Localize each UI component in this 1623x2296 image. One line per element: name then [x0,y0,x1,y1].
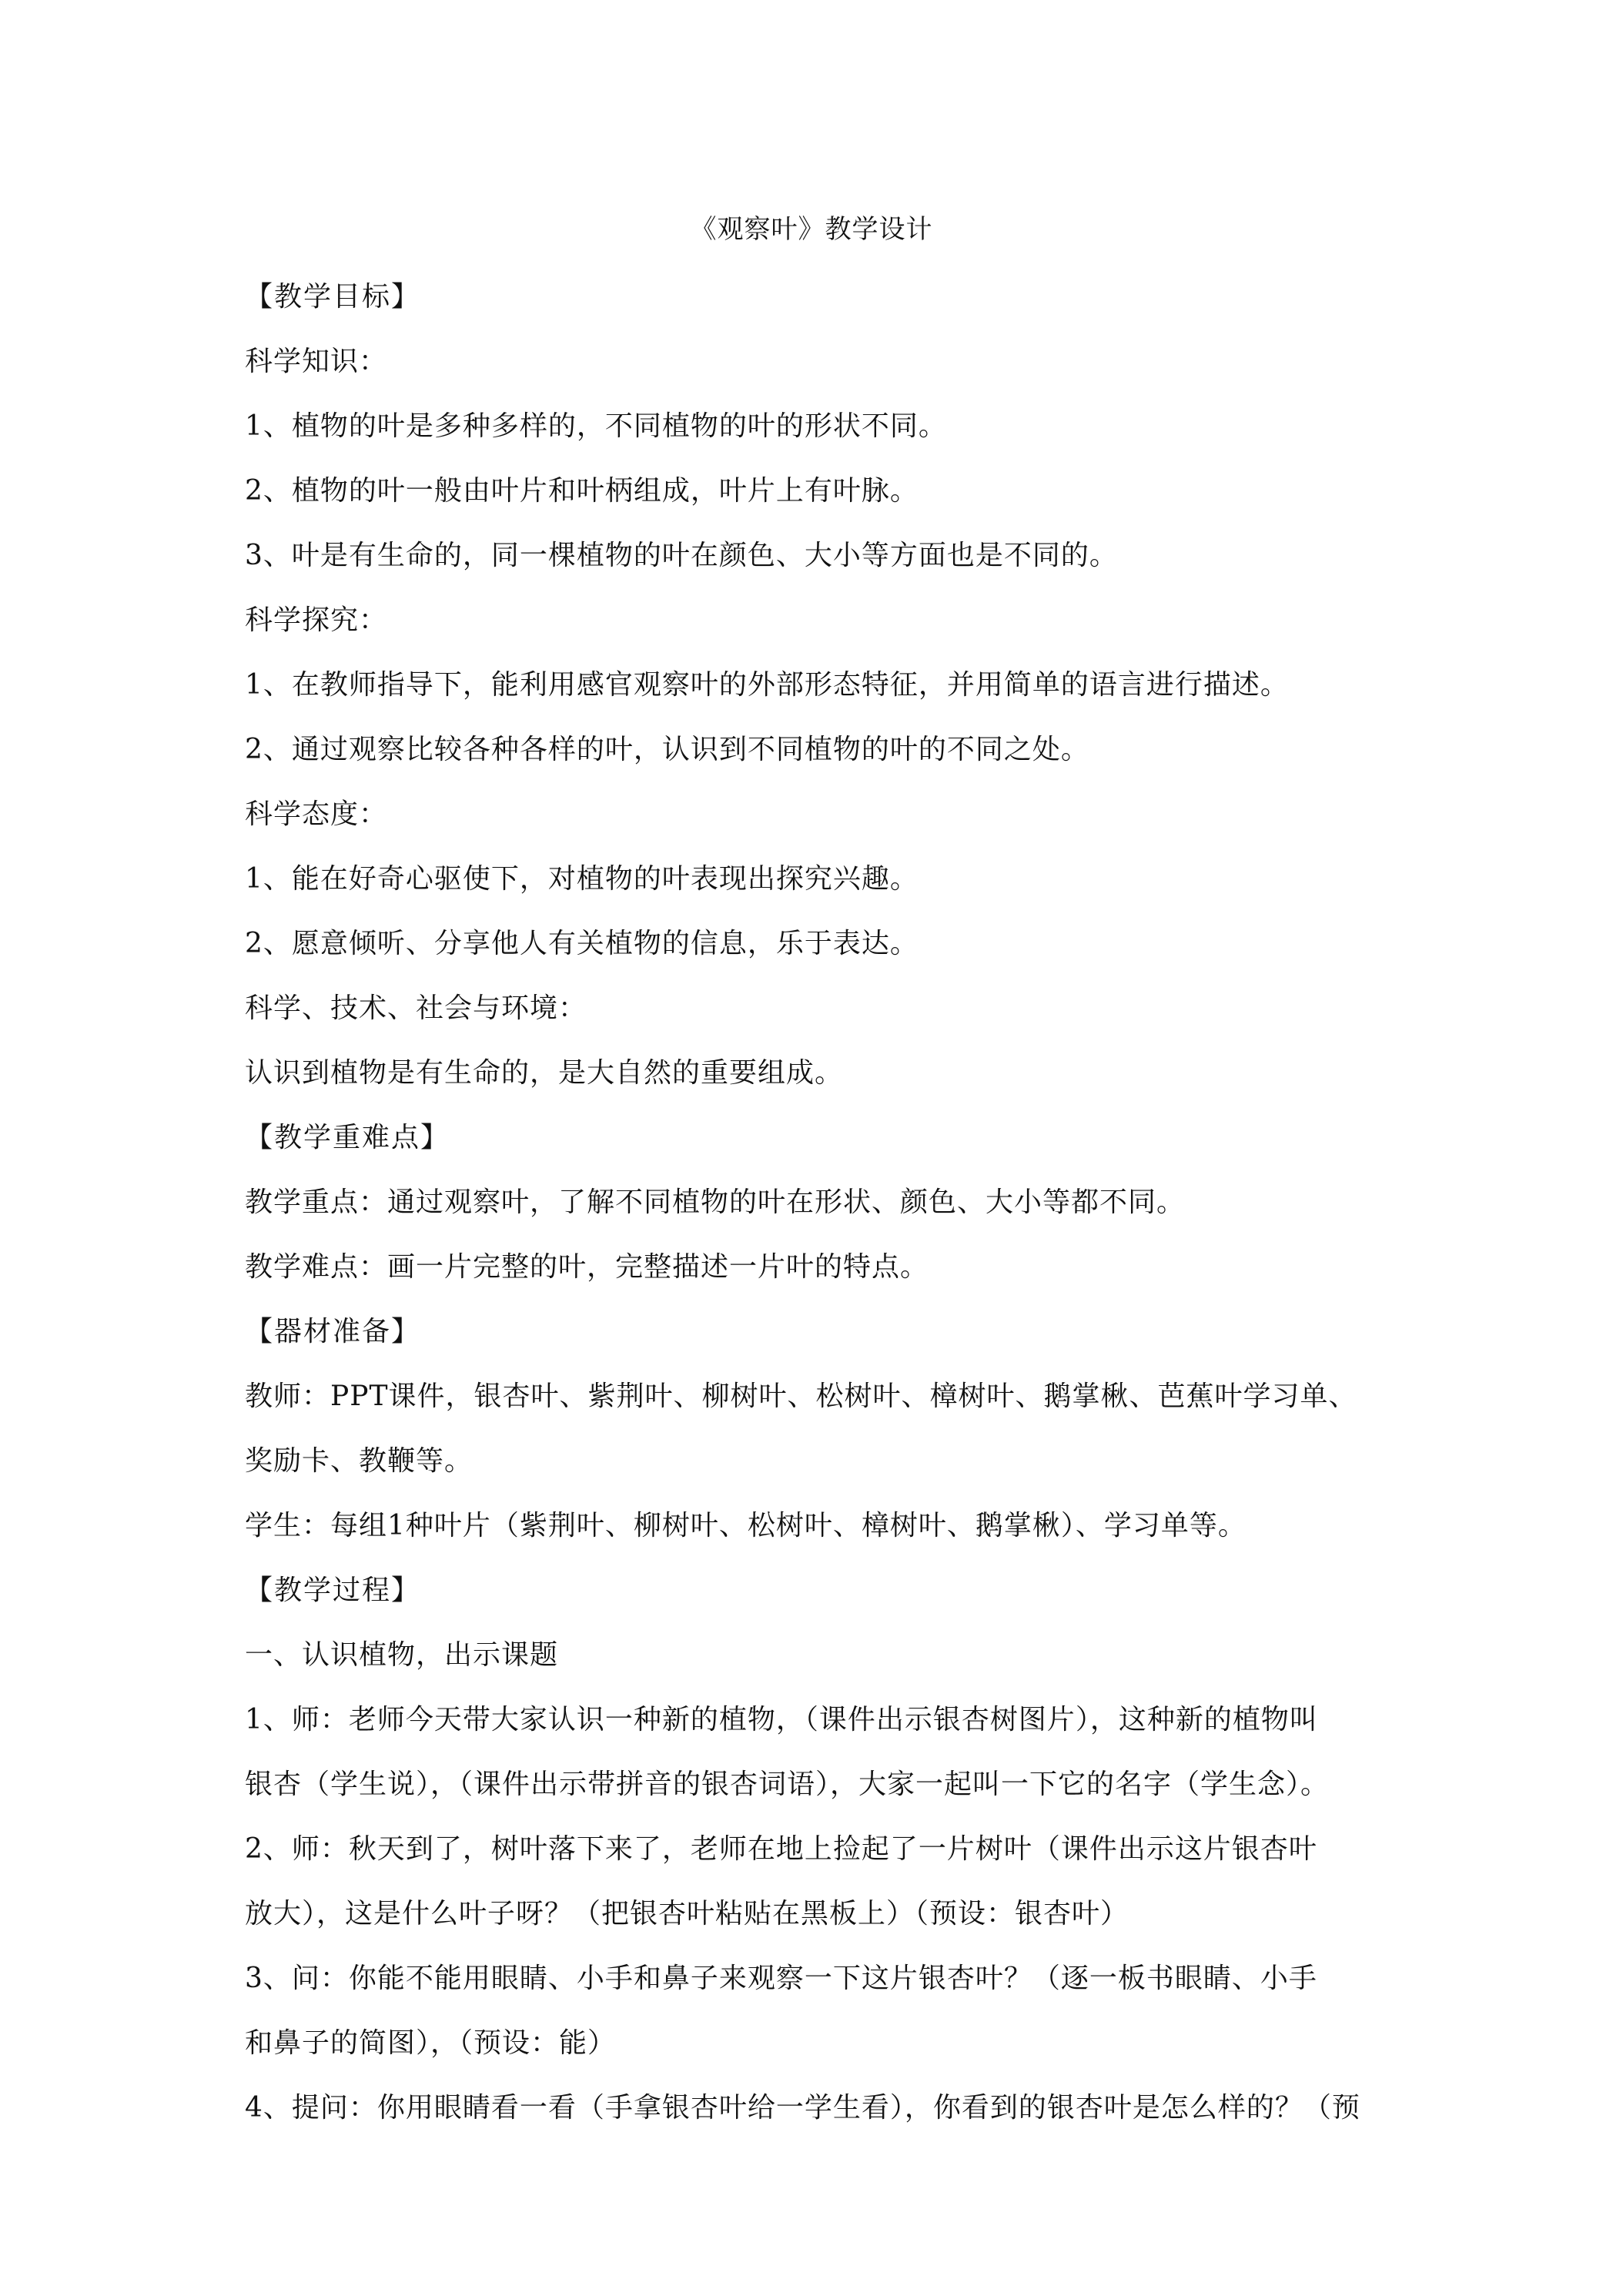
section-heading-teaching-goals: 【教学目标】 [245,281,421,313]
text-line: 1、植物的叶是多种多样的，不同植物的叶的形状不同。 [245,410,947,442]
text-line: 2、植物的叶一般由叶片和叶柄组成，叶片上有叶脉。 [245,475,919,507]
text-line: 2、通过观察比较各种各样的叶，认识到不同植物的叶的不同之处。 [245,734,1089,765]
text-line: 教学重点：通过观察叶，了解不同植物的叶在形状、颜色、大小等都不同。 [245,1186,1186,1218]
text-line: 3、叶是有生命的，同一棵植物的叶在颜色、大小等方面也是不同的。 [245,540,1118,571]
text-line: 学生：每组1种叶片（紫荆叶、柳树叶、松树叶、樟树叶、鹅掌楸）、学习单等。 [245,1510,1247,1541]
document-title: 《观察叶》教学设计 [690,214,933,245]
subheading-part-one: 一、认识植物，出示课题 [245,1639,559,1671]
text-line: 1、师：老师今天带大家认识一种新的植物，（课件出示银杏树图片），这种新的植物叫 [245,1704,1318,1735]
text-line: 2、师：秋天到了，树叶落下来了，老师在地上捡起了一片树叶（课件出示这片银杏叶 [245,1833,1317,1865]
section-heading-materials: 【器材准备】 [245,1316,421,1347]
subheading-science-knowledge: 科学知识： [245,346,388,377]
subheading-science-attitude: 科学态度： [245,798,388,830]
section-heading-teaching-process: 【教学过程】 [245,1575,421,1606]
text-line: 4、提问：你用眼睛看一看（手拿银杏叶给一学生看），你看到的银杏叶是怎么样的？（预 [245,2092,1360,2124]
text-line: 和鼻子的简图），（预设：能） [245,2027,617,2059]
subheading-science-inquiry: 科学探究： [245,604,388,636]
text-line: 银杏（学生说），（课件出示带拼音的银杏词语），大家一起叫一下它的名字（学生念）。 [245,1769,1330,1800]
text-line: 认识到植物是有生命的，是大自然的重要组成。 [245,1057,844,1089]
text-line: 3、问：你能不能用眼睛、小手和鼻子来观察一下这片银杏叶？（逐一板书眼睛、小手 [245,1963,1317,1994]
text-line: 1、能在好奇心驱使下，对植物的叶表现出探究兴趣。 [245,863,919,895]
text-line: 2、愿意倾听、分享他人有关植物的信息，乐于表达。 [245,928,919,959]
subheading-stse: 科学、技术、社会与环境： [245,992,587,1024]
text-line: 教师：PPT课件，银杏叶、紫荆叶、柳树叶、松树叶、樟树叶、鹅掌楸、芭蕉叶学习单、 [245,1381,1357,1412]
section-heading-key-points: 【教学重难点】 [245,1122,450,1153]
text-line: 放大），这是什么叶子呀？（把银杏叶粘贴在黑板上）（预设：银杏叶） [245,1898,1129,1930]
text-line: 1、在教师指导下，能利用感官观察叶的外部形态特征，并用简单的语言进行描述。 [245,669,1289,701]
text-line: 奖励卡、教鞭等。 [245,1445,474,1477]
text-line: 教学难点：画一片完整的叶，完整描述一片叶的特点。 [245,1251,929,1283]
